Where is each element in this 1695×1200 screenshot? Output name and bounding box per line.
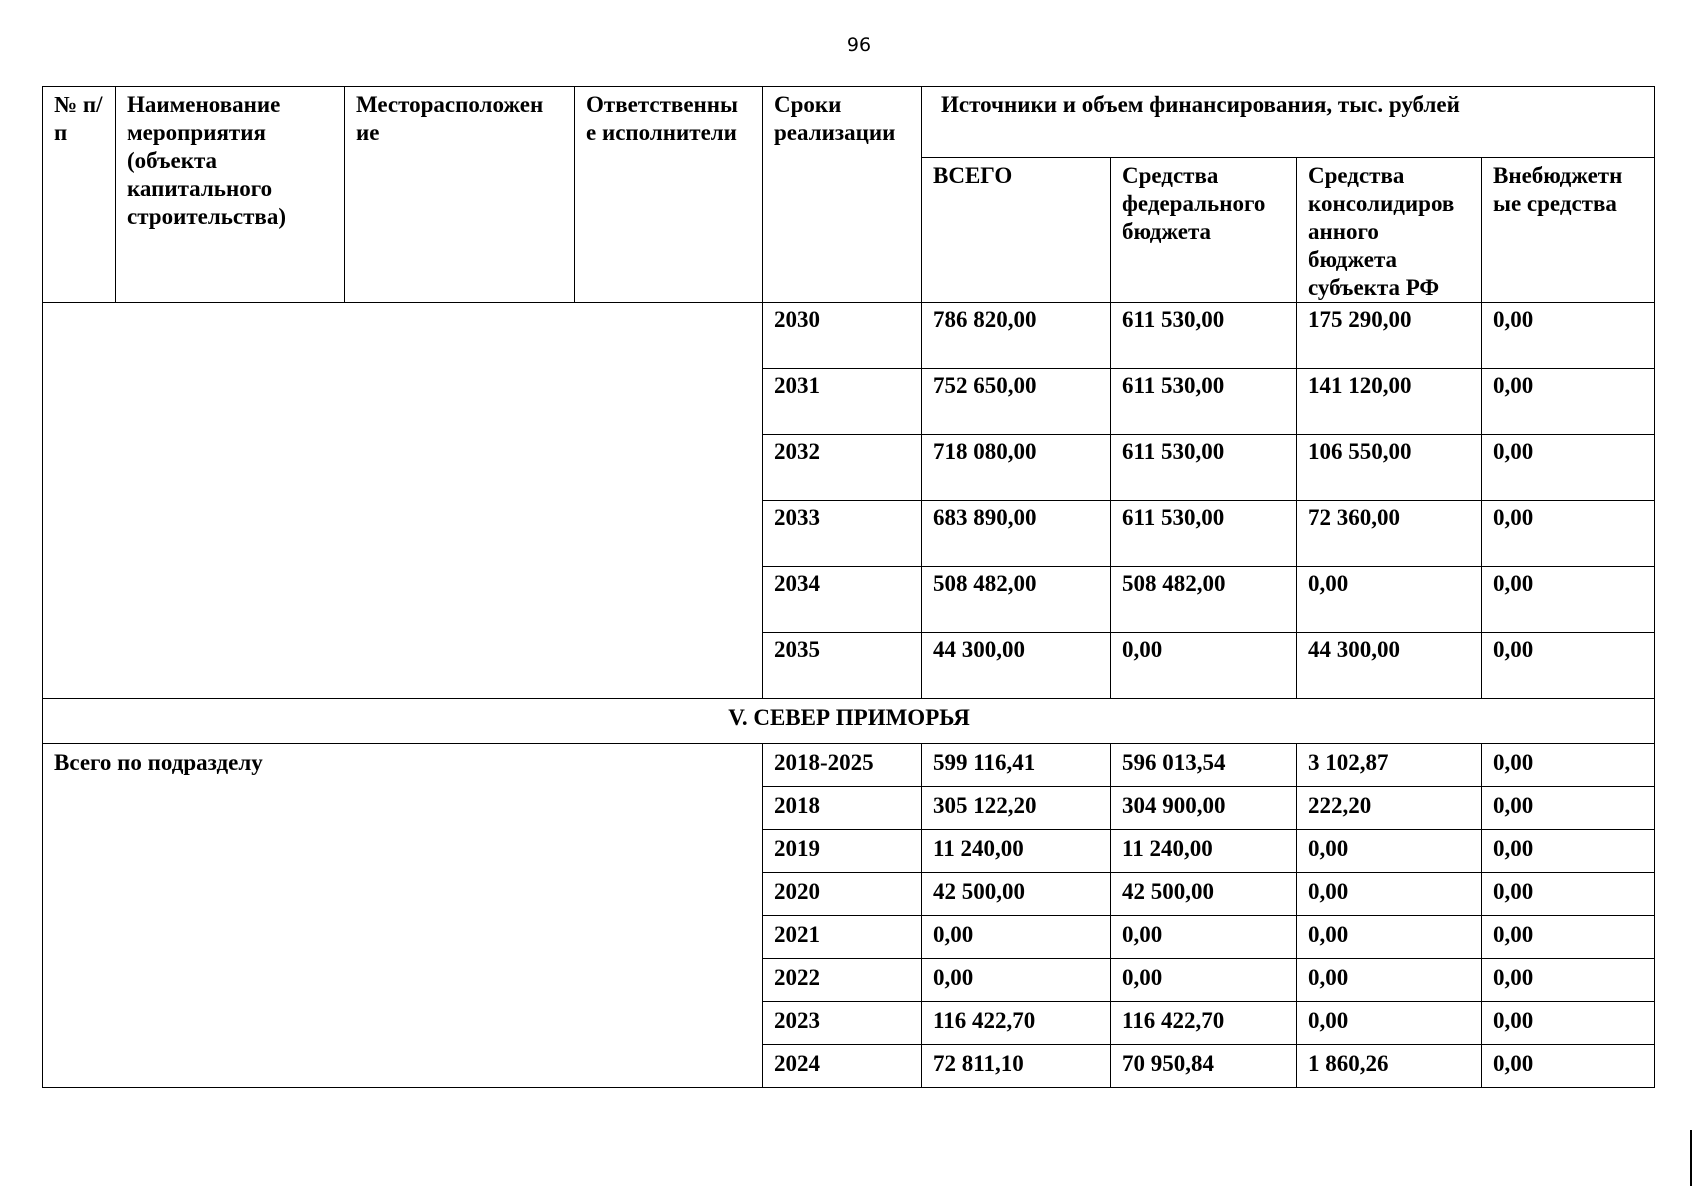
page-number: 96 <box>846 34 872 56</box>
table-body <box>43 87 1655 1088</box>
total-cell: 72 811,10 <box>922 1045 1111 1088</box>
year-cell: 2034 <box>763 567 922 633</box>
federal-cell: 70 950,84 <box>1111 1045 1297 1088</box>
total-cell: 0,00 <box>922 916 1111 959</box>
extrabudget-cell: 0,00 <box>1482 744 1655 787</box>
federal-cell: 611 530,00 <box>1111 501 1297 567</box>
total-cell: 0,00 <box>922 959 1111 1002</box>
federal-cell: 611 530,00 <box>1111 435 1297 501</box>
year-cell: 2031 <box>763 369 922 435</box>
section-row <box>43 699 1655 744</box>
table-row <box>43 303 1655 369</box>
year-cell: 2018-2025 <box>763 744 922 787</box>
consolidated-cell: 175 290,00 <box>1297 303 1482 369</box>
consolidated-cell: 0,00 <box>1297 916 1482 959</box>
federal-cell: 304 900,00 <box>1111 787 1297 830</box>
table-row <box>43 744 1655 787</box>
total-cell: 11 240,00 <box>922 830 1111 873</box>
total-cell: 116 422,70 <box>922 1002 1111 1045</box>
extrabudget-cell: 0,00 <box>1482 959 1655 1002</box>
consolidated-cell: 0,00 <box>1297 1002 1482 1045</box>
federal-cell: 42 500,00 <box>1111 873 1297 916</box>
extrabudget-cell: 0,00 <box>1482 873 1655 916</box>
header-total: ВСЕГО <box>922 158 1111 303</box>
header-row-1 <box>43 87 1655 158</box>
year-cell: 2019 <box>763 830 922 873</box>
total-cell: 42 500,00 <box>922 873 1111 916</box>
federal-cell: 611 530,00 <box>1111 369 1297 435</box>
extrabudget-cell: 0,00 <box>1482 1045 1655 1088</box>
year-cell: 2023 <box>763 1002 922 1045</box>
total-cell: 44 300,00 <box>922 633 1111 699</box>
extrabudget-cell: 0,00 <box>1482 787 1655 830</box>
year-cell: 2035 <box>763 633 922 699</box>
extrabudget-cell: 0,00 <box>1482 916 1655 959</box>
header-federal: Средства федерального бюджета <box>1111 158 1297 303</box>
scan-edge-mark <box>1690 1130 1692 1186</box>
extrabudget-cell: 0,00 <box>1482 369 1655 435</box>
extrabudget-cell: 0,00 <box>1482 633 1655 699</box>
total-cell: 599 116,41 <box>922 744 1111 787</box>
extrabudget-cell: 0,00 <box>1482 435 1655 501</box>
header-name: Наименование мероприятия (объекта капитального строительства) <box>116 87 345 303</box>
federal-cell: 0,00 <box>1111 916 1297 959</box>
extrabudget-cell: 0,00 <box>1482 1002 1655 1045</box>
consolidated-cell: 1 860,26 <box>1297 1045 1482 1088</box>
total-cell: 786 820,00 <box>922 303 1111 369</box>
consolidated-cell: 0,00 <box>1297 830 1482 873</box>
year-cell: 2032 <box>763 435 922 501</box>
consolidated-cell: 0,00 <box>1297 959 1482 1002</box>
header-terms: Сроки реализации <box>763 87 922 303</box>
extrabudget-cell: 0,00 <box>1482 303 1655 369</box>
extrabudget-cell: 0,00 <box>1482 501 1655 567</box>
consolidated-cell: 0,00 <box>1297 873 1482 916</box>
federal-cell: 0,00 <box>1111 959 1297 1002</box>
federal-cell: 11 240,00 <box>1111 830 1297 873</box>
consolidated-cell: 106 550,00 <box>1297 435 1482 501</box>
header-funding: Источники и объем финансирования, тыс. рублей <box>922 87 1655 158</box>
year-cell: 2022 <box>763 959 922 1002</box>
continuation-empty-cell <box>43 303 763 699</box>
total-cell: 508 482,00 <box>922 567 1111 633</box>
year-cell: 2033 <box>763 501 922 567</box>
year-cell: 2030 <box>763 303 922 369</box>
total-cell: 752 650,00 <box>922 369 1111 435</box>
consolidated-cell: 0,00 <box>1297 567 1482 633</box>
federal-cell: 0,00 <box>1111 633 1297 699</box>
consolidated-cell: 3 102,87 <box>1297 744 1482 787</box>
section-title: V. СЕВЕР ПРИМОРЬЯ <box>43 699 1655 744</box>
year-cell: 2021 <box>763 916 922 959</box>
year-cell: 2024 <box>763 1045 922 1088</box>
header-num: № п/п <box>43 87 116 303</box>
consolidated-cell: 141 120,00 <box>1297 369 1482 435</box>
federal-cell: 508 482,00 <box>1111 567 1297 633</box>
extrabudget-cell: 0,00 <box>1482 830 1655 873</box>
federal-cell: 611 530,00 <box>1111 303 1297 369</box>
consolidated-cell: 44 300,00 <box>1297 633 1482 699</box>
header-consolidated: Средства консолидиров анного бюджета субъекта РФ <box>1297 158 1482 303</box>
header-location: Месторасположен ие <box>345 87 575 303</box>
year-cell: 2018 <box>763 787 922 830</box>
header-extrabudget: Внебюджетн ые средства <box>1482 158 1655 303</box>
consolidated-cell: 222,20 <box>1297 787 1482 830</box>
header-responsible: Ответственны е исполнители <box>575 87 763 303</box>
total-cell: 718 080,00 <box>922 435 1111 501</box>
financing-table <box>42 86 1655 1088</box>
federal-cell: 116 422,70 <box>1111 1002 1297 1045</box>
consolidated-cell: 72 360,00 <box>1297 501 1482 567</box>
extrabudget-cell: 0,00 <box>1482 567 1655 633</box>
subtotal-label: Всего по подразделу <box>43 744 763 1088</box>
year-cell: 2020 <box>763 873 922 916</box>
total-cell: 305 122,20 <box>922 787 1111 830</box>
federal-cell: 596 013,54 <box>1111 744 1297 787</box>
total-cell: 683 890,00 <box>922 501 1111 567</box>
